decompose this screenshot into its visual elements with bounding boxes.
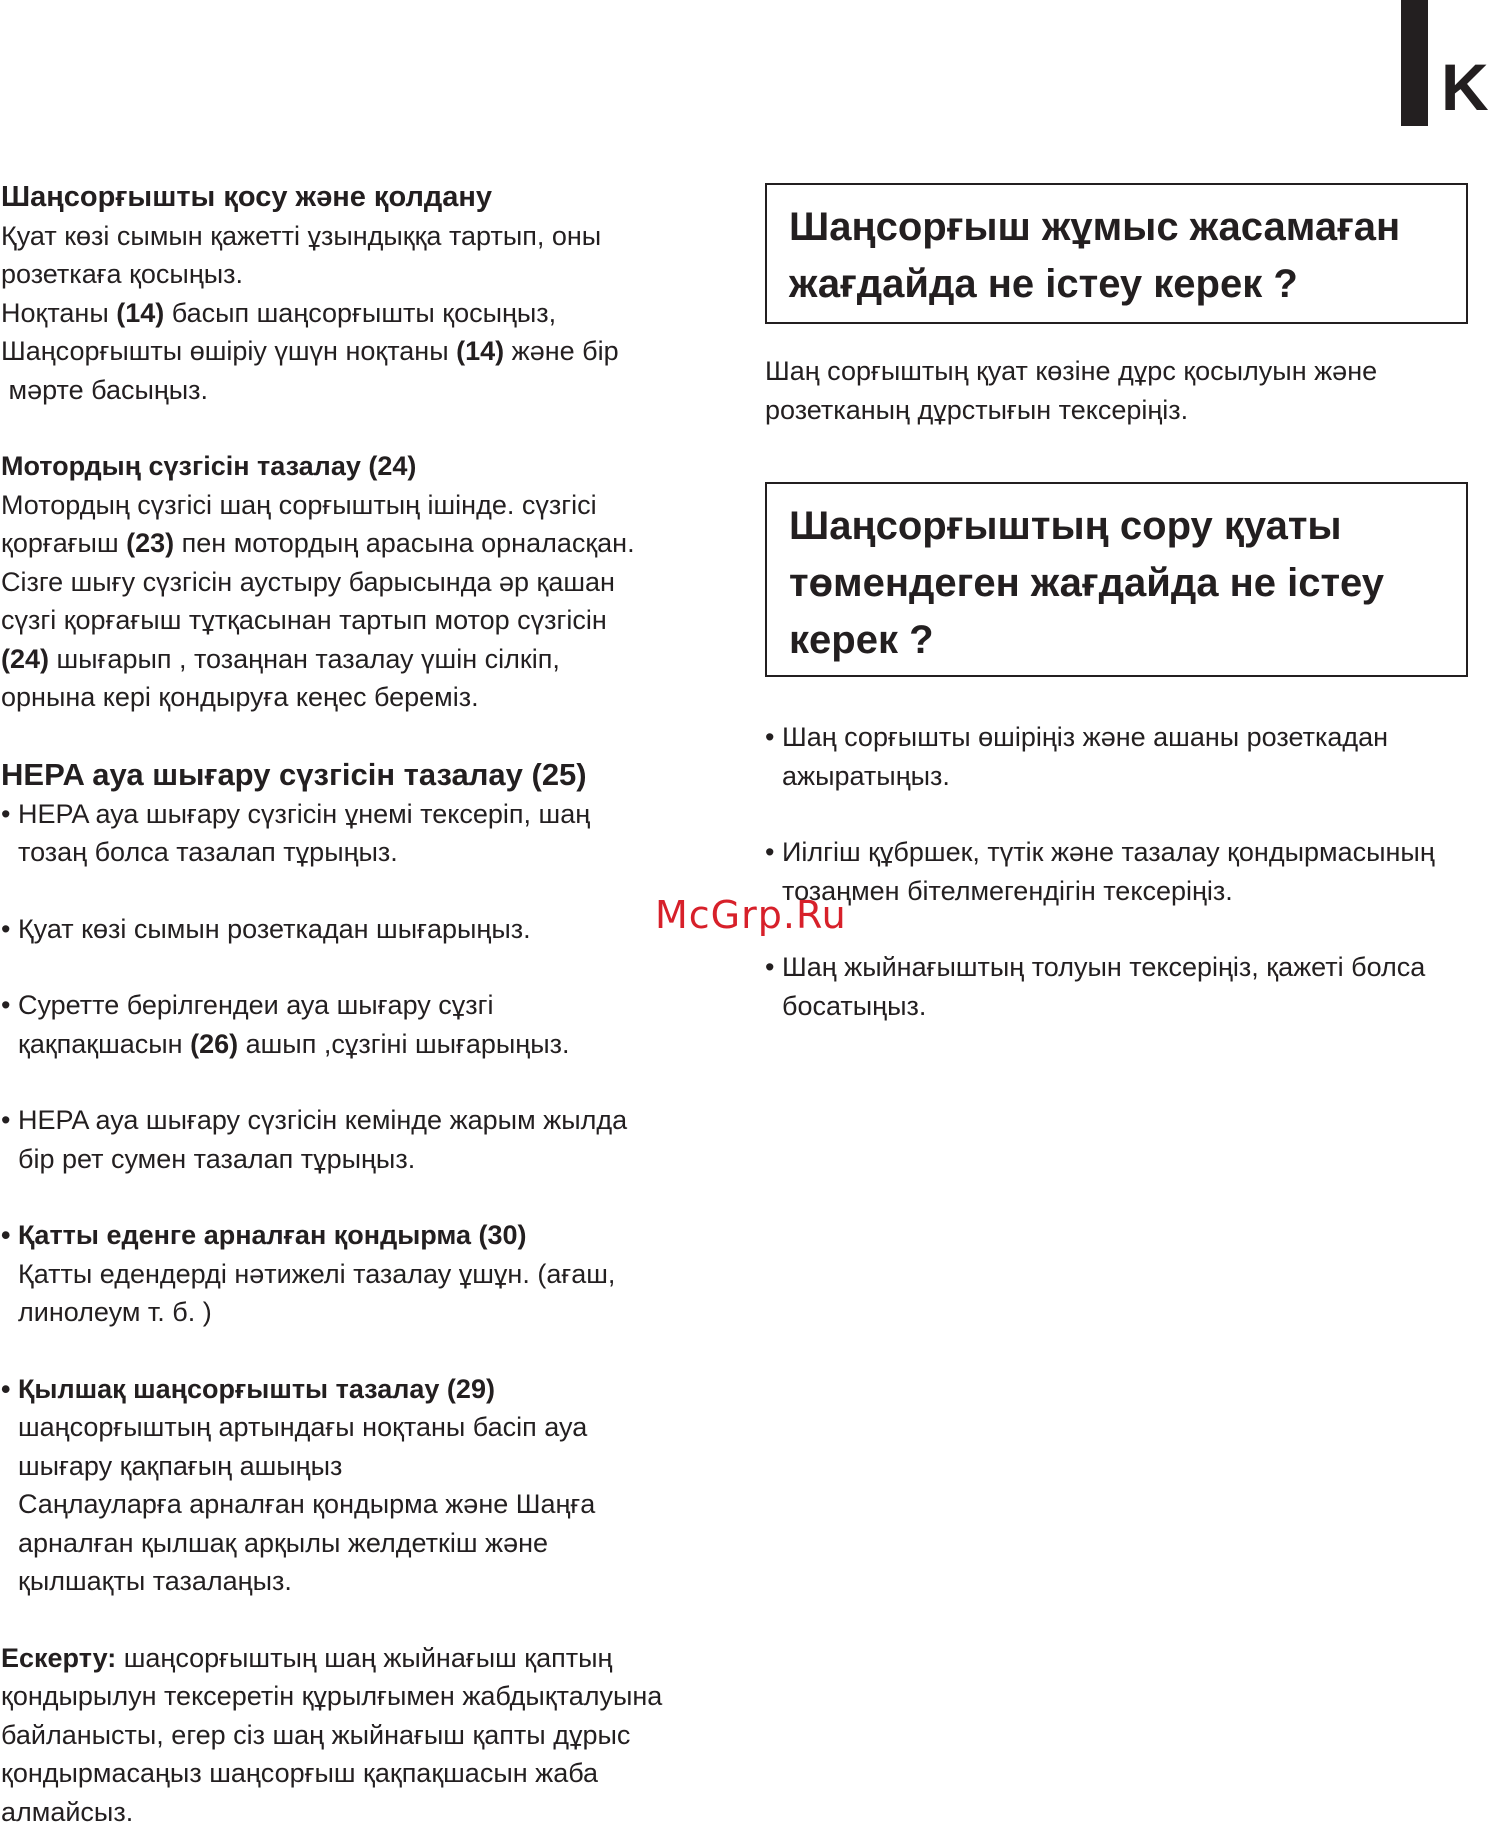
text-line: арналған қылшақ арқылы желдеткіш және xyxy=(1,1524,701,1563)
section-marker-letter: K xyxy=(1441,54,1489,120)
faq-title-line: Шаңсорғыштың сору қуаты xyxy=(789,498,1446,555)
note-line: Ескерту: шаңсорғыштың шаң жыйнағыш қаптың xyxy=(1,1639,701,1678)
text-line: линолеум т. б. ) xyxy=(1,1293,701,1332)
text-line: мәрте басыңыз. xyxy=(1,371,701,410)
faq-title-line: Шаңсорғыш жұмыс жасамаған xyxy=(789,199,1446,256)
left-column xyxy=(1,178,701,1831)
bullet-line: қақпақшасын (26) ашып ,сұзгіні шығарыңыз. xyxy=(1,1025,701,1064)
note-line: алмайсыз. xyxy=(1,1793,701,1831)
note-line: қондырылун тексеретін құрылғымен жабдықталуына xyxy=(1,1677,701,1716)
text-line: Шаң сорғыштың қуат көзіне дұрс қосылуын және xyxy=(765,352,1465,391)
text-line: сүзгі қорғағыш тұтқасынан тартып мотор сүзгісін xyxy=(1,601,701,640)
note-line: байланысты, егер сіз шаң жыйнағыш қапты дұрыс xyxy=(1,1716,701,1755)
bullet-line: • HEPA ауа шығару сүзгісін кемінде жарым жылда xyxy=(1,1101,701,1140)
bullet-line: • Суретте берілгендеи ауа шығару сұзгі xyxy=(1,986,701,1025)
text-line: розетканың дұрстығын тексеріңіз. xyxy=(765,391,1465,430)
text-line: Қуат көзі сымын қажетті ұзындыққа тартып, оны xyxy=(1,217,701,256)
section-marker-bar xyxy=(1401,0,1428,126)
faq-title-line: керек ? xyxy=(789,612,1446,669)
text-line: шаңсорғыштың артындағы ноқтаны басіп ауа xyxy=(1,1408,701,1447)
note-line: қондырмасаңыз шаңсорғыш қақпақшасын жаба xyxy=(1,1754,701,1793)
bullet-line: ажыратыңыз. xyxy=(765,757,1485,796)
section-title-hepa: HEPA ауа шығару сүзгісін тазалау (25) xyxy=(1,755,701,795)
bullet-line: • Шаң жыйнағыштың толуын тексеріңіз, қажеті болса xyxy=(765,948,1485,987)
text-line: Қатты едендерді нәтижелі тазалау ұшұн. (ағаш, xyxy=(1,1255,701,1294)
text-line: шығару қақпағың ашыңыз xyxy=(1,1447,701,1486)
bullet-line: • Шаң сорғышты өшіріңіз және ашаны розеткадан xyxy=(765,718,1485,757)
bullet-line: тозаңмен бітелмегендігін тексеріңіз. xyxy=(765,872,1485,911)
text-line: (24) шығарып , тозаңнан тазалау үшін сілкіп, xyxy=(1,640,701,679)
section-title-usage: Шаңсорғышты қосу және қолдану xyxy=(1,178,701,217)
faq-box-not-working xyxy=(765,183,1468,324)
note-label: Ескерту: xyxy=(1,1643,116,1673)
text-line: розеткаға қосыңыз. xyxy=(1,255,701,294)
bullet-line: босатыңыз. xyxy=(765,987,1485,1026)
faq-answer-not-working xyxy=(765,352,1465,429)
bullet-line: • HEPA ауа шығару сүзгісін ұнемі тексеріп, шаң xyxy=(1,795,701,834)
section-title-brush: • Қылшақ шаңсорғышты тазалау (29) xyxy=(1,1370,701,1409)
text-line: Шаңсорғышты өшіріу үшүн ноқтаны (14) және бір xyxy=(1,332,701,371)
faq-title-line: жағдайда не істеу керек ? xyxy=(789,256,1446,313)
text-line: Мотордың сүзгісі шаң сорғыштың ішінде. сүзгісі xyxy=(1,486,701,525)
bullet-line: • Иілгіш құбршек, түтік және тазалау қондырмасының xyxy=(765,833,1485,872)
faq-title-line: төмендеген жағдайда не істеу xyxy=(789,555,1446,612)
text-line: қылшақты тазалаңыз. xyxy=(1,1562,701,1601)
section-title-motor-filter: Мотордың сүзгісін тазалау (24) xyxy=(1,447,701,486)
bullet-line: тозаң болса тазалап тұрыңыз. xyxy=(1,833,701,872)
faq-box-low-suction xyxy=(765,482,1468,677)
faq-answer-low-suction xyxy=(765,718,1485,1025)
bullet-line: • Қуат көзі сымын розеткадан шығарыңыз. xyxy=(1,910,701,949)
watermark-text: McGrp.Ru xyxy=(655,893,847,937)
text-line: Саңлауларға арналған қондырма және Шаңға xyxy=(1,1485,701,1524)
bullet-line: бір рет сумен тазалап тұрыңыз. xyxy=(1,1140,701,1179)
text-line: орнына кері қондыруға кеңес береміз. xyxy=(1,678,701,717)
text-line: Ноқтаны (14) басып шаңсорғышты қосыңыз, xyxy=(1,294,701,333)
text-line: Сізге шығу сүзгісін аустыру барысында әр қашан xyxy=(1,563,701,602)
text-line: қорғағыш (23) пен мотордың арасына орналасқан. xyxy=(1,524,701,563)
section-title-hard-floor: • Қатты еденге арналған қондырма (30) xyxy=(1,1216,701,1255)
